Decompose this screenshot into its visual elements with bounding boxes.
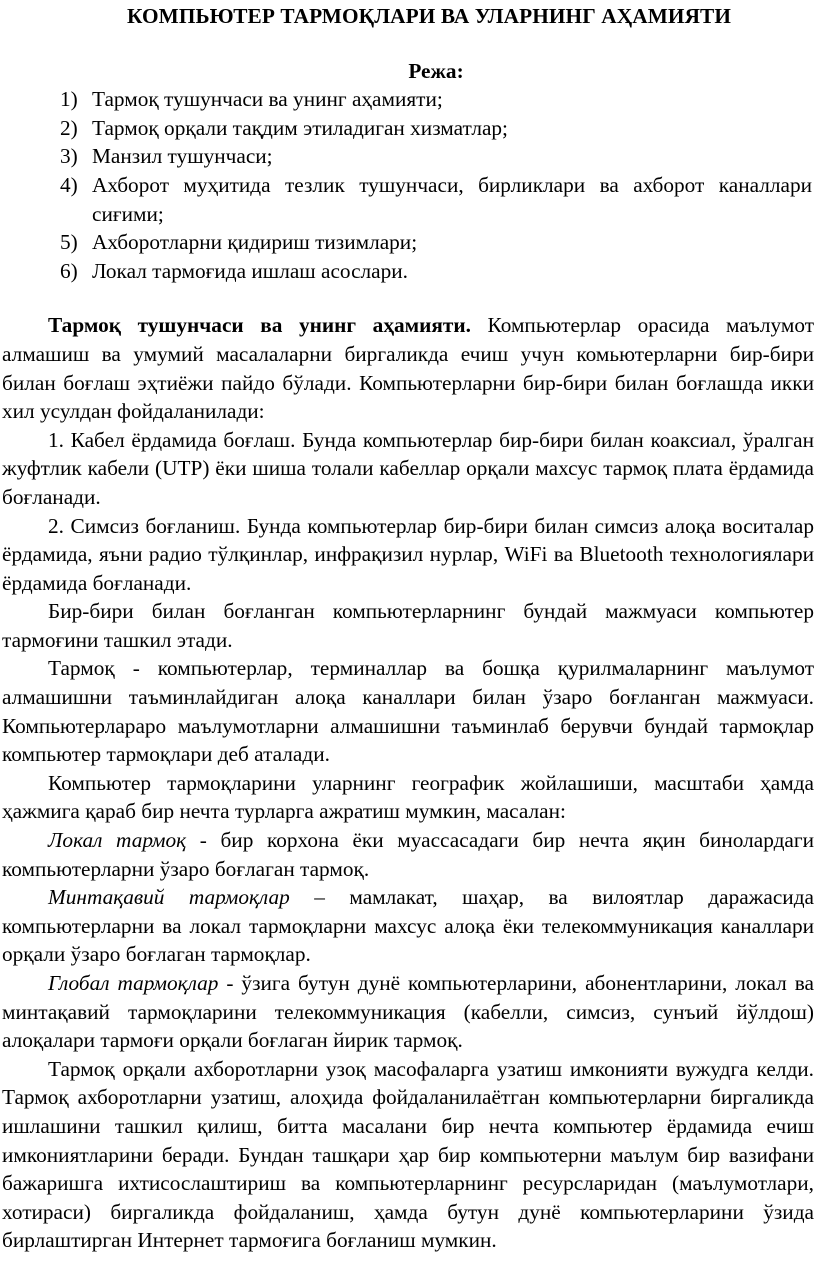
plan-item [2,142,814,171]
plan-item-text: Манзил тушунчаси; [92,144,273,169]
plan-item [2,228,814,257]
plan-item-number: 3) [60,144,78,169]
paragraph-text: – мамлакат, шаҳар, ва вилоятлар даражасида компьютерларни ва локал тармоқларни махсус алоқа ёки телекоммуникация каналлари орқали ўзаро боғлаган тармоқлар. [2,885,814,967]
paragraph-local-network [2,826,814,883]
paragraph-text: - ўзига бутун дунё компьютерларини, абонентларини, локал ва минтақавий тармоқларини телекоммуникация (кабелли, симсиз, сунъий йўлдош) алоқалари тармоғи орқали боғлаган йирик тармоқ. [2,971,814,1053]
plan-list [2,85,814,285]
term-local-network: Локал тармоқ [48,828,187,853]
section-heading-network-concept: Тармоқ тушунчаси ва унинг аҳамияти. [48,313,471,338]
paragraph-global-network [2,969,814,1055]
plan-item-number: 4) [60,172,78,197]
term-global-network: Глобал тармоқлар [48,971,219,995]
paragraph-network-capabilities: Тармоқ орқали ахборотларни узоқ масофаларга узатиш имконияти вужудга келди. Тармоқ ахборотларни узатиш, алоҳида фойдаланилаётган компьютерларни биргаликда ишлашини ташкил қилиш, битта масалани бир нечта компьютер ёрдамида ечиш имкониятларини беради. Бундан ташқари ҳар бир компьютерни маълум бир вазифани бажаришга ихтисослаштириш ва компьютерларнинг ресурсларидан (маълумотлари, хотираси) биргаликда фойдаланиш, ҳамда бутун дунё компьютерларини ўзида бирлаштирган Интернет тармоғига боғланиш мумкин. [2,1056,814,1253]
plan-item-text: Ахборотларни қидириш тизимлари; [92,230,418,255]
plan-item [2,114,814,143]
plan-item [2,257,814,286]
plan-item-number: 5) [60,230,78,255]
paragraph-network-formation: Бир-бири билан боғланган компьютерларнинг бундай мажмуаси компьютер тармоғини ташкил этади. [2,599,814,652]
paragraph-regional-network [2,883,814,969]
term-regional-network: Минтақавий тармоқлар [48,885,290,910]
plan-item-number: 1) [60,87,78,112]
paragraph-network-definition: Тармоқ - компьютерлар, терминаллар ва бошқа қурилмаларнинг маълумот алмашишни таъминлайдиган алоқа каналлари билан ўзаро боғланган мажмуаси. Компьютерлараро маълумотларни алмашишни таъминлаб берувчи бундай тармоқлар компьютер тармоқлари деб аталади. [2,656,814,767]
plan-item [2,85,814,114]
paragraph-network-concept [2,311,814,425]
paragraph-cable-connection: 1. Кабел ёрдамида боғлаш. Бунда компьютерлар бир-бири билан коаксиал, ўралган жуфтлик кабели (UTP) ёки шиша толали кабеллар орқали махсус тармоқ плата ёрдамида боғланади. [2,427,814,509]
plan-item-text: Тармоқ орқали тақдим этиладиган хизматлар; [92,115,508,140]
plan-item-text: Локал тармоғида ишлаш асослари. [92,258,408,283]
plan-item-text: Ахборот муҳитида тезлик тушунчаси, бирликлари ва ахборот каналлари сиғими; [92,172,812,226]
paragraph-wireless-connection: 2. Симсиз боғланиш. Бунда компьютерлар бир-бири билан симсиз алоқа воситалар ёрдамида, яъни радио тўлқинлар, инфрақизил нурлар, WiFi ва Bluetooth технологиялари ёрдамида боғланади. [2,513,814,595]
paragraph-network-types: Компьютер тармоқларини уларнинг географик жойлашиши, масштаби ҳамда ҳажмига қараб бир нечта турларга ажратиш мумкин, масалан: [2,770,814,824]
document-title: КОМПЬЮТЕР ТАРМОҚЛАРИ ВА УЛАРНИНГ АҲАМИЯТИ [126,4,732,28]
plan-item-number: 6) [60,258,78,283]
plan-heading: Режа: [408,58,464,83]
plan-item [2,171,814,228]
paragraph-text: - бир корхона ёки муассасадаги бир нечта яқин бинолардаги компьютерларни ўзаро боғлаган тармоқ. [2,828,814,881]
plan-item-number: 2) [60,115,78,140]
paragraph-text: Компьютерлар орасида маълумот алмашиш ва умумий масалаларни биргаликда ечиш учун комьютерларни бир-бири билан боғлаш эҳтиёжи пайдо бўлади. Компьютерларни бир-бири билан боғлашда икки хил усулдан фойдаланилади: [2,313,814,424]
plan-item-text: Тармоқ тушунчаси ва унинг аҳамияти; [92,87,443,112]
